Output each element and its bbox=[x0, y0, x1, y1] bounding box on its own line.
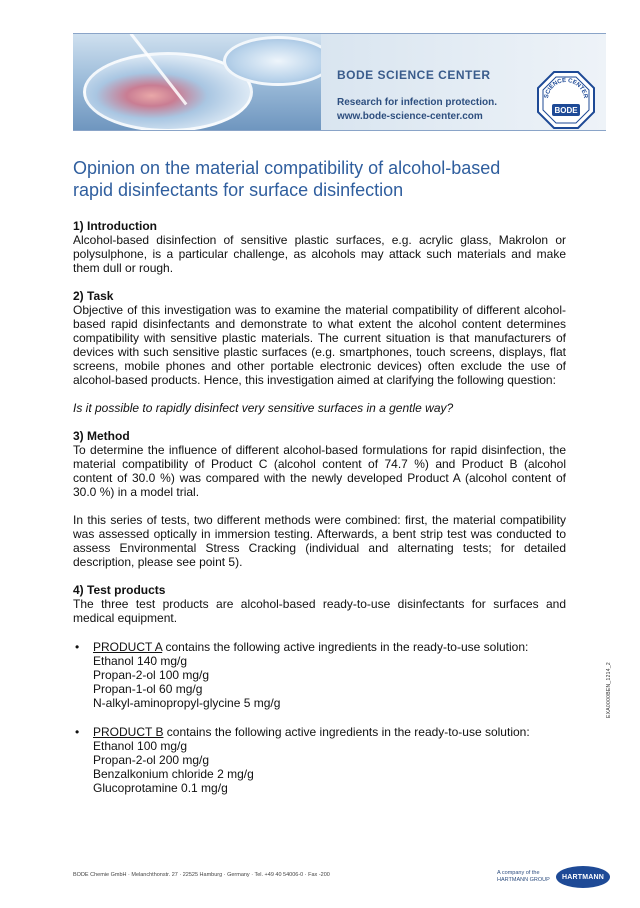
ingredient: N-alkyl-aminopropyl-glycine 5 mg/g bbox=[93, 696, 281, 710]
section-heading-task: 2) Task bbox=[73, 289, 114, 303]
task-text: Objective of this investigation was to examine the material compatibility of different alcohol-based rapid disinfectants and demonstrate to what extent the alcohol content determines compatibility with sensitive plastic materials. The current situation is that manufacturers of devices with such sensitive plastic surfaces (e.g. smartphones, touch screens, displays, flat screens, mobile phones and other portable electronic devices) often exclude the use of alcohol-based products. Hence, this investigation aimed at clarifying the following question: bbox=[73, 303, 566, 387]
list-item-product-a bbox=[73, 640, 566, 710]
footer-address: BODE Chemie GmbH · Melanchthonstr. 27 · 22525 Hamburg · Germany · Tel. +49 40 54006-0 · Fax -200 bbox=[73, 872, 330, 878]
tagline-slogan: Research for infection protection. bbox=[337, 97, 498, 108]
test-products-text: The three test products are alcohol-based ready-to-use disinfectants for surfaces and medical equipment. bbox=[73, 597, 566, 625]
product-lead: contains the following active ingredients in the ready-to-use solution: bbox=[162, 640, 529, 654]
document-title-line-1: Opinion on the material compatibility of alcohol-based bbox=[73, 158, 501, 178]
ingredient: Ethanol 140 mg/g bbox=[93, 654, 188, 668]
ingredient: Propan-2-ol 100 mg/g bbox=[93, 668, 210, 682]
company-note bbox=[497, 870, 550, 884]
document-title bbox=[73, 157, 573, 201]
list-item-product-b bbox=[73, 725, 566, 795]
product-name: PRODUCT A bbox=[93, 640, 163, 654]
company-note-line-2: HARTMANN GROUP bbox=[497, 877, 550, 883]
brand-name: BODE SCIENCE CENTER bbox=[337, 68, 491, 82]
bode-seal-logo bbox=[536, 70, 596, 130]
research-question: Is it possible to rapidly disinfect very sensitive surfaces in a gentle way? bbox=[73, 401, 454, 415]
ingredient: Propan-1-ol 60 mg/g bbox=[93, 682, 203, 696]
section-heading-method: 3) Method bbox=[73, 429, 130, 443]
tagline bbox=[337, 96, 497, 124]
ingredient: Benzalkonium chloride 2 mg/g bbox=[93, 767, 254, 781]
bullet-icon: • bbox=[75, 640, 80, 654]
method-text-2: In this series of tests, two different methods were combined: first, the material compatibility was assessed optically in immersion testing. Afterwards, a bent strip test was conducted to assess Environmental Stress Cracking (individual and alternating tests; for detailed description, please see point 5). bbox=[73, 513, 566, 569]
introduction-text: Alcohol-based disinfection of sensitive plastic surfaces, e.g. acrylic glass, Makrolon or polysulphone, is a particular challenge, as alcohols may attack such materials and make them dull or rough. bbox=[73, 233, 566, 275]
seal-bottom-text: BODE bbox=[554, 106, 578, 115]
document-body bbox=[73, 219, 566, 795]
company-note-line-1: A company of the bbox=[497, 870, 540, 876]
header-text-panel bbox=[321, 34, 606, 130]
hartmann-logo: HARTMANN bbox=[556, 866, 610, 888]
ingredient: Glucoprotamine 0.1 mg/g bbox=[93, 781, 228, 795]
product-lead: contains the following active ingredients in the ready-to-use solution: bbox=[163, 725, 530, 739]
document-title-line-2: rapid disinfectants for surface disinfection bbox=[73, 180, 404, 200]
seal-top-text: SCIENCE CENTER bbox=[544, 77, 588, 99]
header-banner bbox=[73, 33, 606, 131]
header-photo-petri-dishes bbox=[73, 34, 321, 130]
ingredient: Ethanol 100 mg/g bbox=[93, 739, 188, 753]
ingredient: Propan-2-ol 200 mg/g bbox=[93, 753, 210, 767]
section-heading-test-products: 4) Test products bbox=[73, 583, 166, 597]
bullet-icon: • bbox=[75, 725, 80, 739]
document-code: EXA0000BEN_1214_2 bbox=[606, 662, 612, 718]
method-text-1: To determine the influence of different alcohol-based formulations for rapid disinfection, the material compatibility of Product C (alcohol content of 74.7 %) and Product B (alcohol content of 30.0 %) was compared with the newly developed Product A (alcohol content of 30.0 %) in a model trial. bbox=[73, 443, 566, 499]
product-name: PRODUCT B bbox=[93, 725, 164, 739]
tagline-website[interactable]: www.bode-science-center.com bbox=[337, 111, 483, 122]
section-heading-introduction: 1) Introduction bbox=[73, 219, 157, 233]
